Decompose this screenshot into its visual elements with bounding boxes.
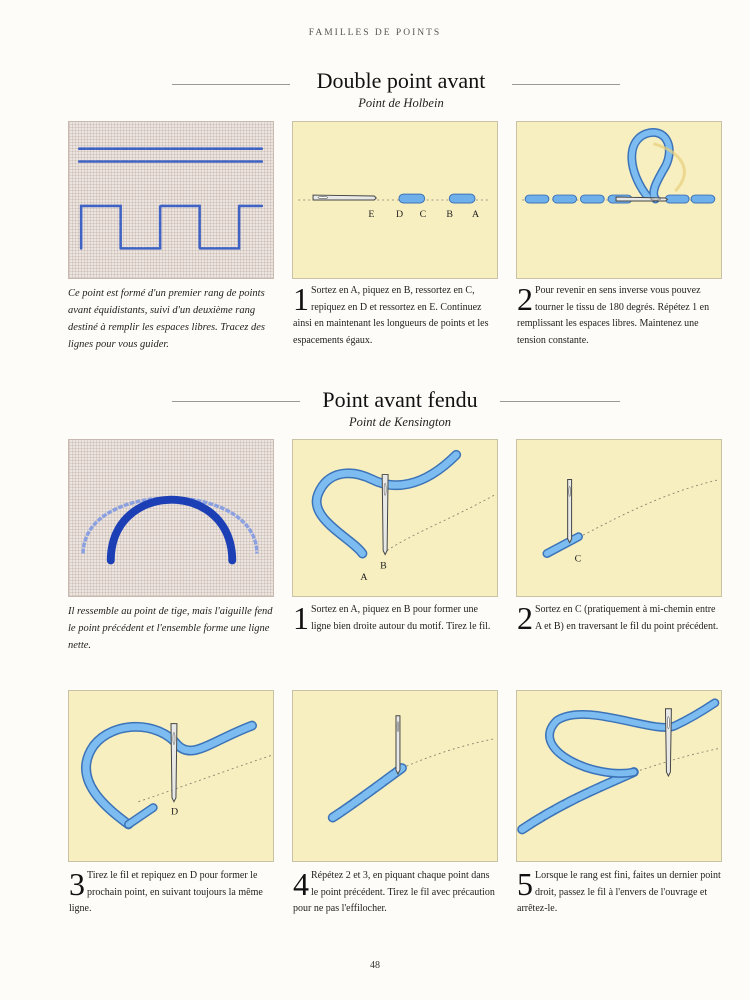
needle-icon	[171, 724, 177, 802]
holbein-sample-illustration	[69, 122, 273, 278]
step-text: Sortez en C (pratiquement à mi-chemin entre A et B) en traversant le fil du point précédent.	[535, 604, 719, 632]
kensington-step5-illustration	[516, 690, 722, 862]
step-number: 2	[517, 281, 533, 317]
holbein-step2-illustration	[516, 121, 722, 279]
label-e: E	[368, 208, 375, 220]
holbein-caption: Ce point est formé d'un premier rang de points avant équidistants, suivi d'un deuxième rang destiné à remplir les espaces libres. Tracez des lignes pour vous guider.	[68, 288, 265, 350]
needle-icon	[665, 709, 671, 776]
kensington-sample-illustration	[69, 440, 273, 596]
label-d: D	[171, 806, 179, 818]
title-rule-right	[500, 401, 620, 402]
needle-icon	[396, 716, 400, 774]
holbein-sample-fabric	[68, 121, 274, 279]
needle-icon	[313, 195, 376, 200]
title-rule-left	[172, 401, 300, 402]
kensington-step1-illustration	[292, 439, 498, 597]
step-text: Répétez 2 et 3, en piquant chaque point dans le point précédent. Tirez le fil avec précaution pour ne pas l'effilocher.	[293, 870, 495, 914]
needle-icon	[568, 479, 572, 542]
step-text: Sortez en A, piquez en B, ressortez en C, repiquez en D et ressortez en E. Continuez ainsi en maintenant les longueurs de points et les espacements égaux.	[293, 285, 489, 346]
step-text: Lorsque le rang est fini, faites un dernier point droit, passez le fil à l'envers de l'ouvrage et arrêtez-le.	[517, 870, 721, 914]
kensington-sample-fabric	[68, 439, 274, 597]
kensington-caption: Il ressemble au point de tige, mais l'aiguille fend le point précédent et l'ensemble forme une ligne nette.	[68, 606, 273, 651]
step-text: Sortez en A, piquez en B pour former une ligne bien droite autour du motif. Tirez le fil.	[311, 604, 491, 632]
step-number: 1	[293, 281, 309, 317]
kensington-step4-illustration	[292, 690, 498, 862]
section-title-double-point-avant: Double point avant	[316, 68, 486, 93]
page-number: 48	[370, 960, 380, 971]
label-b: B	[380, 560, 387, 572]
section-subtitle-kensington: Point de Kensington	[348, 415, 452, 429]
title-rule-right	[512, 84, 620, 85]
step-number: 2	[517, 600, 533, 636]
title-rule-left	[172, 84, 290, 85]
step-number: 4	[293, 866, 309, 902]
step-number: 5	[517, 866, 533, 902]
section-title-point-avant-fendu: Point avant fendu	[322, 387, 478, 412]
step-text: Pour revenir en sens inverse vous pouvez tourner le tissu de 180 degrés. Répétez 1 en remplissant les espaces libres. Maintenez une tension constante.	[517, 285, 710, 346]
label-a: A	[472, 208, 480, 220]
kensington-step2-illustration	[516, 439, 722, 597]
kensington-step-5	[517, 868, 723, 918]
needle-icon	[616, 197, 667, 201]
kensington-step3-illustration	[68, 690, 274, 862]
holbein-step1-illustration	[292, 121, 498, 279]
label-d: D	[395, 208, 404, 220]
needle-icon	[382, 475, 388, 555]
step-number: 1	[293, 600, 309, 636]
holbein-step-1	[293, 283, 498, 349]
running-header: FAMILLES DE POINTS	[308, 28, 442, 38]
kensington-step-4	[293, 868, 498, 918]
label-c: C	[574, 553, 582, 565]
label-c: C	[419, 208, 427, 220]
holbein-step-2	[517, 283, 723, 349]
step-text: Tirez le fil et repiquez en D pour former le prochain point, en suivant toujours la même ligne.	[69, 870, 263, 914]
label-a: A	[360, 572, 368, 584]
kensington-step-2	[517, 602, 723, 635]
label-b: B	[446, 208, 453, 220]
section-subtitle-holbein: Point de Holbein	[358, 96, 444, 110]
step-number: 3	[69, 866, 85, 902]
kensington-step-3	[69, 868, 274, 918]
kensington-step-1	[293, 602, 498, 635]
